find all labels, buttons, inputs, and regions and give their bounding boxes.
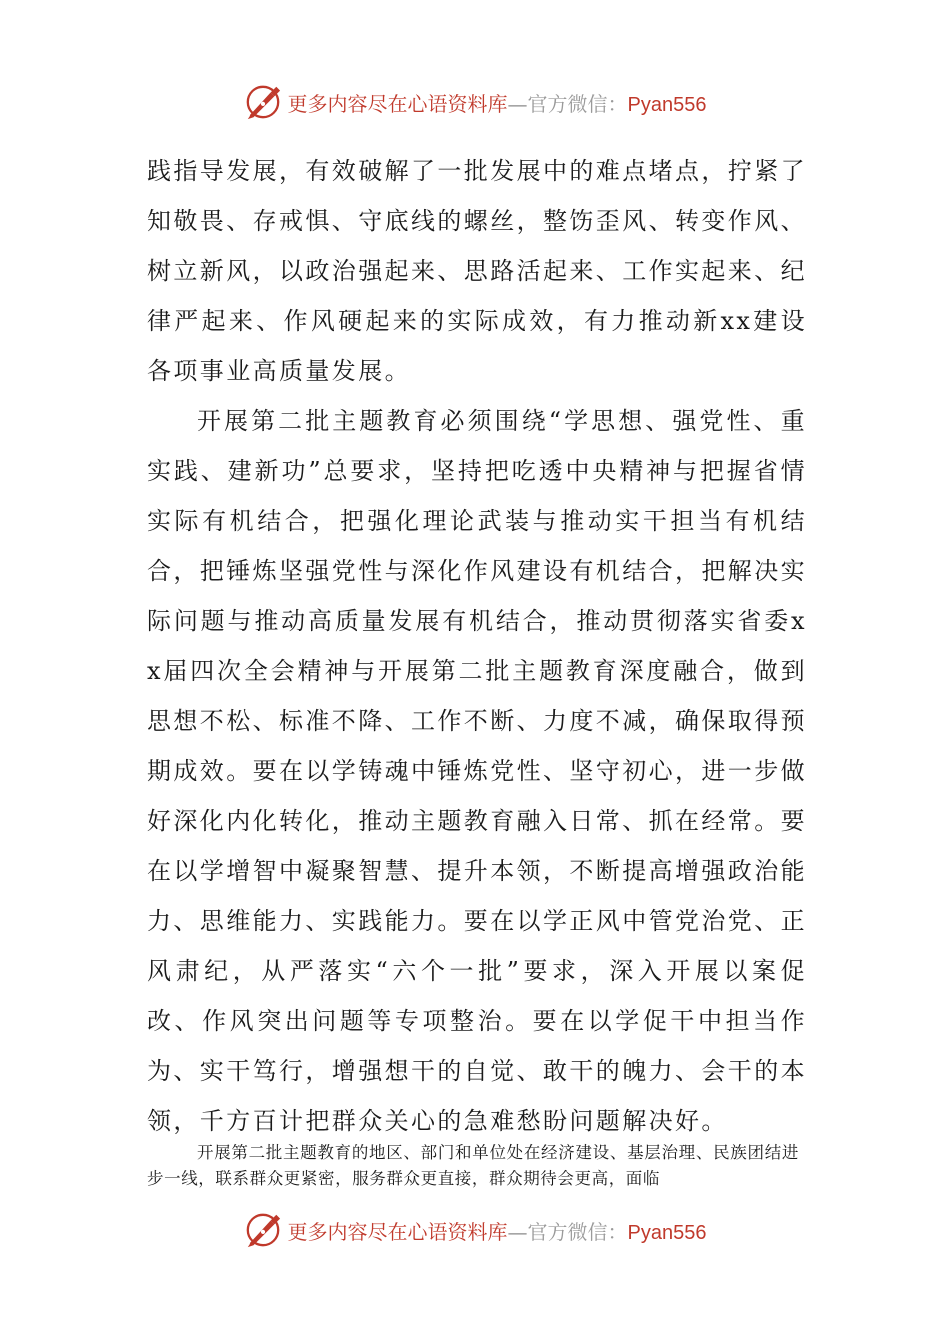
footer-banner xyxy=(0,1208,950,1252)
footer-banner-title: 更多内容尽在心语资料库 xyxy=(287,1219,508,1244)
pen-nib-logo-icon xyxy=(244,83,282,121)
header-banner-wechat-label: 官方微信： xyxy=(527,91,628,116)
small-paragraph: 开展第二批主题教育的地区、部门和单位处在经济建设、基层治理、民族团结进步一线，联系群众更紧密，服务群众更直接，群众期待会更高，面临 xyxy=(147,1143,799,1188)
header-banner xyxy=(0,80,950,124)
footer-banner-text xyxy=(288,1216,707,1245)
header-banner-text xyxy=(288,88,707,117)
header-banner-wechat-id: Pyan556 xyxy=(627,93,707,116)
pen-nib-logo-icon xyxy=(244,1211,282,1249)
document-body xyxy=(147,146,807,1146)
header-banner-title: 更多内容尽在心语资料库 xyxy=(287,91,508,116)
footer-banner-wechat-id: Pyan556 xyxy=(627,1221,707,1244)
footer-banner-dash: — xyxy=(507,1219,528,1244)
footer-banner-wechat-label: 官方微信： xyxy=(527,1219,628,1244)
paragraph-2: 开展第二批主题教育必须围绕“学思想、强党性、重实践、建新功”总要求，坚持把吃透中央精神与把握省情实际有机结合，把强化理论武装与推动实干担当有机结合，把锤炼坚强党性与深化作风建设有机结合，把解决实际问题与推动高质量发展有机结合，推动贯彻落实省委xx届四次全会精神与开展第二批主题教育深度融合，做到思想不松、标准不降、工作不断、力度不减，确保取得预期成效。要在以学铸魂中锤炼党性、坚守初心，进一步做好深化内化转化，推动主题教育融入日常、抓在经常。要在以学增智中凝聚智慧、提升本领，不断提高增强政治能力、思维能力、实践能力。要在以学正风中管党治党、正风肃纪，从严落实“六个一批”要求，深入开展以案促改、作风突出问题等专项整治。要在以学促干中担当作为、实干笃行，增强想干的自觉、敢干的魄力、会干的本领，千方百计把群众关心的急难愁盼问题解决好。 xyxy=(147,407,807,1135)
header-banner-dash: — xyxy=(507,91,528,116)
paragraph-1: 践指导发展，有效破解了一批发展中的难点堵点，拧紧了知敬畏、存戒惧、守底线的螺丝，整饬歪风、转变作风、树立新风，以政治强起来、思路活起来、工作实起来、纪律严起来、作风硬起来的实际成效，有力推动新xx建设各项事业高质量发展。 xyxy=(147,157,807,385)
